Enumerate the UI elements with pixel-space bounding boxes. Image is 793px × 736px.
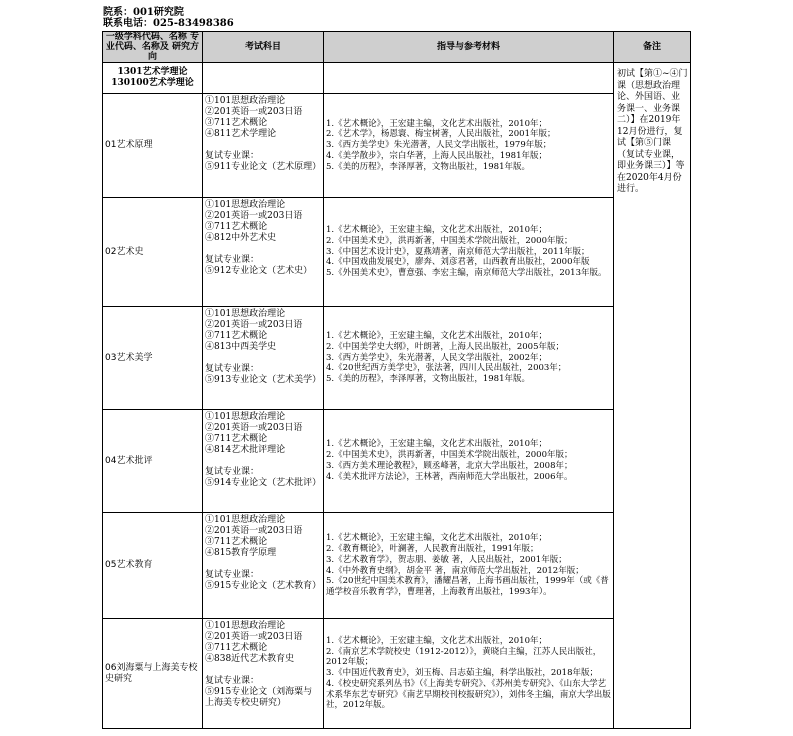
reference-list	[324, 410, 614, 513]
retest-subject: ⑤912专业论文（艺术史）	[205, 266, 313, 276]
exam-subject: ④813中西美学史	[205, 342, 277, 352]
exam-subject: ①101思想政治理论	[205, 515, 286, 525]
reference-item: 2.《中国美术史》，洪再新著，中国美术学院出版社，2000年版；	[326, 450, 573, 461]
exam-subjects	[203, 410, 324, 513]
major-row	[103, 94, 691, 198]
reference-item: 1.《艺术概论》，王宏建主编，文化艺术出版社，2010年；	[326, 635, 547, 646]
exam-subject: ②201英语一或203日语	[205, 320, 303, 330]
reference-list	[324, 94, 614, 198]
exam-subject: ②201英语一或203日语	[205, 526, 303, 536]
reference-item: 5.《美的历程》，李泽厚著，文物出版社，1981年版。	[326, 161, 530, 172]
category-row	[103, 63, 691, 94]
reference-item: 2.《中国美术史》，洪再新著，中国美术学院出版社，2000年版；	[326, 235, 573, 246]
reference-item: 2.《南京艺术学院校史（1912-2012）》，黄晓白主编，江苏人民出版社，2012年版；	[326, 646, 602, 668]
retest-label: 复试专业课：	[205, 570, 260, 580]
exam-subject: ③711艺术概论	[205, 222, 268, 232]
exam-subject: ④811艺术学理论	[205, 129, 277, 139]
retest-subject: ⑤913专业论文（艺术美学）	[205, 375, 322, 385]
exam-subjects	[203, 307, 324, 410]
exam-subject: ③711艺术概论	[205, 434, 268, 444]
major-row	[103, 513, 691, 619]
retest-label: 复试专业课：	[205, 676, 260, 686]
col-header-exam: 考试科目	[203, 32, 324, 63]
spacer	[205, 456, 321, 467]
reference-item: 1.《艺术概论》，王宏建主编，文化艺术出版社，2010年；	[326, 331, 547, 341]
subcategory-code: 130100艺术学理论	[111, 78, 194, 88]
exam-subject: ④815教育学原理	[205, 548, 277, 558]
reference-item: 3.《西方美学史》，朱光潜著，人民文学出版社，2002年；	[326, 352, 547, 363]
reference-item: 3.《中国艺术设计史》，夏燕靖著，南京师范大学出版社，2011年版；	[326, 246, 590, 257]
reference-item: 3.《中国近代教育史》，刘玉梅、吕志茹主编，科学出版社，2018年版；	[326, 668, 598, 679]
exam-subject: ①101思想政治理论	[205, 621, 286, 631]
retest-subject: ⑤915专业论文（艺术教育）	[205, 581, 322, 591]
reference-list	[324, 513, 614, 619]
reference-item: 1.《艺术概论》，王宏建主编，文化艺术出版社，2010年；	[326, 439, 547, 450]
exam-subject: ④838近代艺术教育史	[205, 654, 295, 664]
reference-item: 3.《艺术教育学》，贺志朋、姜敏 著，人民出版社，2001年版；	[326, 554, 567, 565]
retest-subject: ⑤914专业论文（艺术批评）	[205, 478, 322, 488]
major-name: 06刘海粟与上海美专校史研究	[103, 619, 203, 729]
retest-label: 复试专业课：	[205, 364, 260, 374]
retest-subject: ⑤915专业论文（刘海粟与上海美专校史研究）	[205, 687, 313, 708]
exam-subject: ④812中外艺术史	[205, 233, 277, 243]
major-row	[103, 619, 691, 729]
retest-label: 复试专业课：	[205, 467, 260, 477]
major-name: 03艺术美学	[103, 307, 203, 410]
reference-item: 1.《艺术概论》，王宏建主编，文化艺术出版社，2010年；	[326, 533, 547, 544]
reference-list	[324, 619, 614, 729]
exam-subjects	[203, 198, 324, 307]
category-refs-cell	[324, 63, 614, 94]
reference-item: 1.《艺术概论》，王宏建主编，文化艺术出版社，2010年；	[326, 118, 547, 129]
reference-item: 1.《艺术概论》，王宏建主编，文化艺术出版社，2010年；	[326, 225, 547, 235]
col-header-refs: 指导与参考材料	[324, 32, 614, 63]
exam-subject: ②201英语一或203日语	[205, 211, 303, 221]
reference-list	[324, 307, 614, 410]
reference-item: 5.《20世纪中国美术教育》，潘耀昌著，上海书画出版社，1999年（或《普通学校音乐教育学》，曹理著，上海教育出版社，1993年）。	[326, 576, 609, 598]
reference-item: 2.《艺术学》，杨恩寰、梅宝树著，人民出版社，2001年版；	[326, 129, 556, 140]
exam-subject: ①101思想政治理论	[205, 412, 286, 422]
retest-subject: ⑤911专业论文（艺术原理）	[205, 162, 322, 172]
reference-item: 2.《教育概论》，叶澜著，人民教育出版社，1991年版；	[326, 543, 539, 554]
exam-subject: ③711艺术概论	[205, 643, 268, 653]
exam-subject: ①101思想政治理论	[205, 309, 286, 319]
spacer	[205, 244, 321, 255]
exam-subject: ③711艺术概论	[205, 118, 268, 128]
note-cell: 初试【第①~④门课（思想政治理论、外国语、业务课一、业务课二）】在2019年12月份进行，复试【第⑤门课（复试专业课，即业务课三）】等在2020年4月份进行。	[614, 63, 691, 729]
col-header-major: 一级学科代码、名称 专业代码、名称及 研究方向	[103, 32, 203, 63]
major-row	[103, 410, 691, 513]
exam-subject: ①101思想政治理论	[205, 200, 286, 210]
spacer	[205, 559, 321, 570]
major-row	[103, 198, 691, 307]
reference-item: 4.《校史研究系列丛书》（《上海美专研究》、《苏州美专研究》、《山东大学艺术系华东艺专研究》《南艺早期校刊校报研究》），刘伟冬主编，南京大学出版社，2012年版。	[326, 678, 611, 711]
col-header-note: 备注	[614, 32, 691, 63]
reference-item: 4.《美术批评方法论》，王林著，西南师范大学出版社，2006年。	[326, 471, 573, 482]
reference-item: 3.《西方美术理论教程》，顾丞峰著，北京大学出版社，2008年；	[326, 461, 573, 471]
category-exam-cell	[203, 63, 324, 94]
major-name: 02艺术史	[103, 198, 203, 307]
reference-item: 4.《美学散步》，宗白华著，上海人民出版社，1981年版；	[326, 150, 547, 161]
exam-subject: ③711艺术概论	[205, 537, 268, 547]
reference-item: 4.《中外教育史纲》，胡金平 著，南京师范大学出版社，2012年版；	[326, 565, 584, 576]
exam-subject: ①101思想政治理论	[205, 96, 286, 106]
exam-subjects	[203, 619, 324, 729]
department-label: 院系：001研究院	[103, 7, 184, 18]
phone-label: 联系电话：025-83498386	[103, 18, 234, 29]
exam-subject: ③711艺术概论	[205, 331, 268, 341]
spacer	[205, 140, 321, 151]
major-name: 04艺术批评	[103, 410, 203, 513]
exam-subject: ④814艺术批评理论	[205, 445, 286, 455]
category-name	[103, 63, 203, 94]
reference-item: 5.《美的历程》，李泽厚著，文物出版社，1981年版。	[326, 374, 530, 385]
reference-item: 2.《中国美学史大纲》，叶朗著，上海人民出版社，2005年版；	[326, 341, 564, 352]
reference-item: 5.《外国美术史》，曹意强、李宏主编，南京师范大学出版社，2013年版。	[326, 268, 607, 279]
major-row	[103, 307, 691, 410]
reference-item: 4.《中国戏曲发展史》，廖奔、刘彦君著，山西教育出版社，2000年版	[326, 257, 590, 268]
retest-label: 复试专业课：	[205, 151, 260, 161]
category-code: 1301艺术学理论	[117, 67, 188, 77]
exam-subject: ②201英语一或203日语	[205, 423, 303, 433]
spacer	[205, 353, 321, 364]
major-name: 05艺术教育	[103, 513, 203, 619]
exam-subjects	[203, 513, 324, 619]
admission-table	[102, 31, 691, 729]
reference-item: 3.《西方美学史》朱光潜著，人民文学出版社，1979年版；	[326, 140, 552, 151]
retest-label: 复试专业课：	[205, 255, 260, 265]
reference-list	[324, 198, 614, 307]
major-name: 01艺术原理	[103, 94, 203, 198]
exam-subject: ②201英语一或203日语	[205, 632, 303, 642]
reference-item: 4.《20世纪西方美学史》，张法著，四川人民出版社，2003年；	[326, 363, 567, 374]
exam-subject: ②201英语一或203日语	[205, 107, 303, 117]
spacer	[205, 665, 321, 676]
exam-subjects	[203, 94, 324, 198]
